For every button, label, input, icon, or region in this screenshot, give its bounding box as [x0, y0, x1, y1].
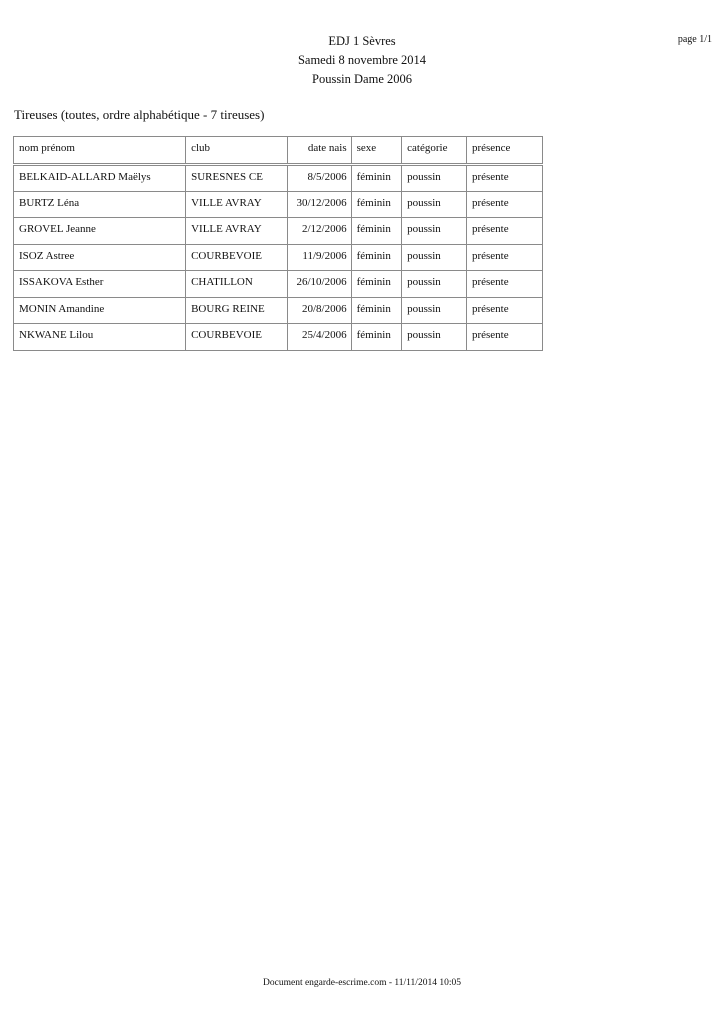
cell-category: poussin	[402, 218, 467, 245]
column-header-sex: sexe	[351, 137, 402, 165]
cell-club: BOURG REINE	[186, 297, 288, 324]
cell-birthdate: 8/5/2006	[287, 165, 351, 192]
cell-birthdate: 30/12/2006	[287, 191, 351, 218]
table-row	[14, 191, 543, 218]
document-header	[0, 32, 724, 89]
section-title: Tireuses (toutes, ordre alphabétique - 7 tireuses)	[14, 107, 265, 122]
cell-club: VILLE AVRAY	[186, 191, 288, 218]
cell-name: GROVEL Jeanne	[14, 218, 186, 245]
cell-presence: présente	[466, 165, 542, 192]
cell-category: poussin	[402, 297, 467, 324]
cell-club: VILLE AVRAY	[186, 218, 288, 245]
cell-birthdate: 2/12/2006	[287, 218, 351, 245]
cell-name: MONIN Amandine	[14, 297, 186, 324]
cell-name: ISOZ Astree	[14, 244, 186, 271]
cell-category: poussin	[402, 244, 467, 271]
cell-presence: présente	[466, 191, 542, 218]
cell-birthdate: 25/4/2006	[287, 324, 351, 351]
cell-sex: féminin	[351, 324, 402, 351]
table-row	[14, 218, 543, 245]
cell-presence: présente	[466, 244, 542, 271]
cell-presence: présente	[466, 271, 542, 298]
column-header-club: club	[186, 137, 288, 165]
cell-club: CHATILLON	[186, 271, 288, 298]
table-row	[14, 244, 543, 271]
table-row	[14, 297, 543, 324]
cell-name: NKWANE Lilou	[14, 324, 186, 351]
page-number: page 1/1	[677, 34, 712, 45]
cell-presence: présente	[466, 324, 542, 351]
cell-birthdate: 20/8/2006	[287, 297, 351, 324]
table-row	[14, 324, 543, 351]
cell-name: BELKAID-ALLARD Maëlys	[14, 165, 186, 192]
cell-birthdate: 26/10/2006	[287, 271, 351, 298]
cell-name: ISSAKOVA Esther	[14, 271, 186, 298]
cell-category: poussin	[402, 191, 467, 218]
column-header-category: catégorie	[402, 137, 467, 165]
cell-category: poussin	[402, 271, 467, 298]
cell-club: COURBEVOIE	[186, 244, 288, 271]
cell-sex: féminin	[351, 165, 402, 192]
column-header-presence: présence	[466, 137, 542, 165]
event-category: Poussin Dame 2006	[312, 72, 412, 86]
event-title: EDJ 1 Sèvres	[328, 34, 396, 48]
cell-sex: féminin	[351, 218, 402, 245]
cell-club: SURESNES CE	[186, 165, 288, 192]
table-row	[14, 271, 543, 298]
cell-birthdate: 11/9/2006	[287, 244, 351, 271]
cell-sex: féminin	[351, 191, 402, 218]
column-header-birthdate: date nais	[287, 137, 351, 165]
table-row	[14, 165, 543, 192]
fencer-table	[13, 136, 543, 351]
event-date: Samedi 8 novembre 2014	[297, 53, 427, 67]
cell-sex: féminin	[351, 271, 402, 298]
table-header-row	[14, 137, 543, 165]
cell-category: poussin	[402, 324, 467, 351]
column-header-name: nom prénom	[14, 137, 186, 165]
cell-name: BURTZ Léna	[14, 191, 186, 218]
cell-presence: présente	[466, 297, 542, 324]
cell-category: poussin	[402, 165, 467, 192]
document-footer: Document engarde-escrime.com - 11/11/2014 10:05	[263, 978, 461, 988]
cell-sex: féminin	[351, 297, 402, 324]
cell-sex: féminin	[351, 244, 402, 271]
cell-presence: présente	[466, 218, 542, 245]
cell-club: COURBEVOIE	[186, 324, 288, 351]
